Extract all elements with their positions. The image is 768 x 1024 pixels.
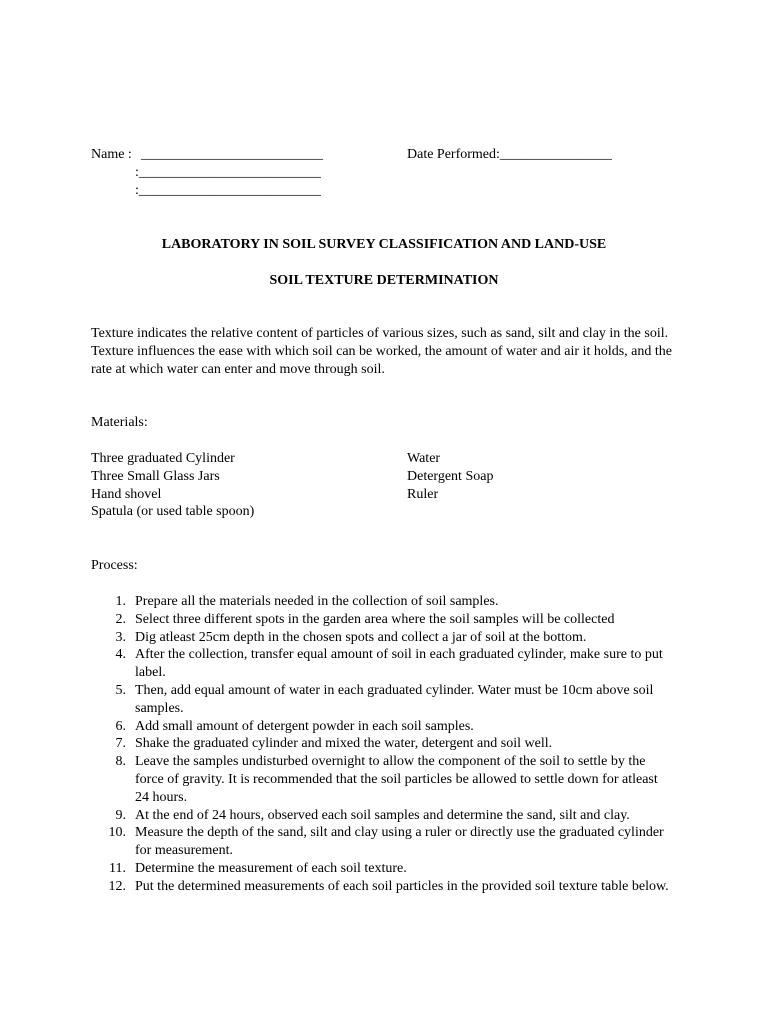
step-text: Measure the depth of the sand, silt and clay using a ruler or directly use the graduated cylinder for measurement. bbox=[135, 825, 664, 859]
material-item: Water bbox=[407, 451, 441, 466]
materials-list-left bbox=[91, 450, 254, 521]
step-number: 4. bbox=[115, 647, 126, 663]
step-text: Then, add equal amount of water in each graduated cylinder. Water must be 10cm above soil samples. bbox=[135, 682, 654, 716]
process-step bbox=[0, 735, 673, 753]
step-number: 2. bbox=[115, 611, 126, 627]
step-number: 9. bbox=[115, 807, 126, 823]
step-text: Determine the measurement of each soil texture. bbox=[135, 860, 407, 876]
step-number: 11. bbox=[109, 860, 126, 876]
process-step bbox=[0, 646, 673, 682]
experiment-title: SOIL TEXTURE DETERMINATION bbox=[269, 273, 499, 288]
step-text: Put the determined measurements of each soil particles in the provided soil texture table below. bbox=[135, 878, 669, 894]
material-item: Ruler bbox=[407, 486, 439, 502]
name-blank-3: :__________________________ bbox=[135, 183, 321, 198]
process-steps bbox=[0, 593, 673, 896]
process-step bbox=[0, 753, 673, 806]
material-item: Three graduated Cylinder bbox=[91, 451, 235, 466]
step-number: 3. bbox=[115, 629, 126, 645]
name-label: Name : bbox=[91, 147, 132, 162]
step-text: At the end of 24 hours, observed each soil samples and determine the sand, silt and clay. bbox=[135, 807, 630, 823]
lab-title: LABORATORY IN SOIL SURVEY CLASSIFICATION AND LAND-USE bbox=[161, 237, 607, 252]
date-performed-field: Date Performed:________________ bbox=[407, 147, 612, 162]
material-item: Spatula (or used table spoon) bbox=[91, 504, 255, 520]
name-blank-1: __________________________ bbox=[141, 147, 323, 162]
process-step bbox=[0, 611, 673, 629]
name-blank-2: :__________________________ bbox=[135, 165, 321, 180]
process-step bbox=[0, 682, 673, 718]
process-step bbox=[0, 878, 673, 896]
materials-heading: Materials: bbox=[91, 415, 148, 430]
step-number: 10. bbox=[108, 825, 126, 841]
step-number: 1. bbox=[115, 594, 126, 609]
step-number: 5. bbox=[115, 682, 126, 698]
material-item: Detergent Soap bbox=[407, 468, 494, 484]
step-text: Select three different spots in the garden area where the soil samples will be collected bbox=[135, 611, 615, 627]
step-text: Leave the samples undisturbed overnight to allow the component of the soil to settle by the force of gravity. It is recommended that the soil particles be allowed to settle down for atleast 24 hours. bbox=[135, 754, 658, 805]
process-step bbox=[0, 718, 673, 736]
step-text: Dig atleast 25cm depth in the chosen spots and collect a jar of soil at the bottom. bbox=[135, 629, 587, 645]
material-item: Hand shovel bbox=[91, 486, 162, 502]
process-step bbox=[0, 807, 673, 825]
step-text: Prepare all the materials needed in the collection of soil samples. bbox=[135, 594, 499, 609]
process-step bbox=[0, 860, 673, 878]
step-text: After the collection, transfer equal amount of soil in each graduated cylinder, make sure to put label. bbox=[135, 647, 663, 681]
material-item: Three Small Glass Jars bbox=[91, 468, 220, 484]
materials-list-right bbox=[407, 450, 493, 503]
intro-paragraph: Texture indicates the relative content of particles of various sizes, such as sand, silt and clay in the soil. Texture influences the ease with which soil can be worked, the amount of water and air it holds, and the rate at which water can enter and move through soil. bbox=[91, 326, 672, 377]
step-number: 12. bbox=[108, 878, 126, 894]
step-text: Add small amount of detergent powder in each soil samples. bbox=[135, 718, 474, 734]
process-heading: Process: bbox=[91, 558, 138, 573]
process-step bbox=[0, 629, 673, 647]
process-step bbox=[0, 824, 673, 860]
step-number: 7. bbox=[115, 736, 126, 752]
step-number: 8. bbox=[115, 754, 126, 770]
step-text: Shake the graduated cylinder and mixed the water, detergent and soil well. bbox=[135, 736, 553, 752]
process-step bbox=[0, 593, 673, 611]
step-number: 6. bbox=[115, 718, 126, 734]
